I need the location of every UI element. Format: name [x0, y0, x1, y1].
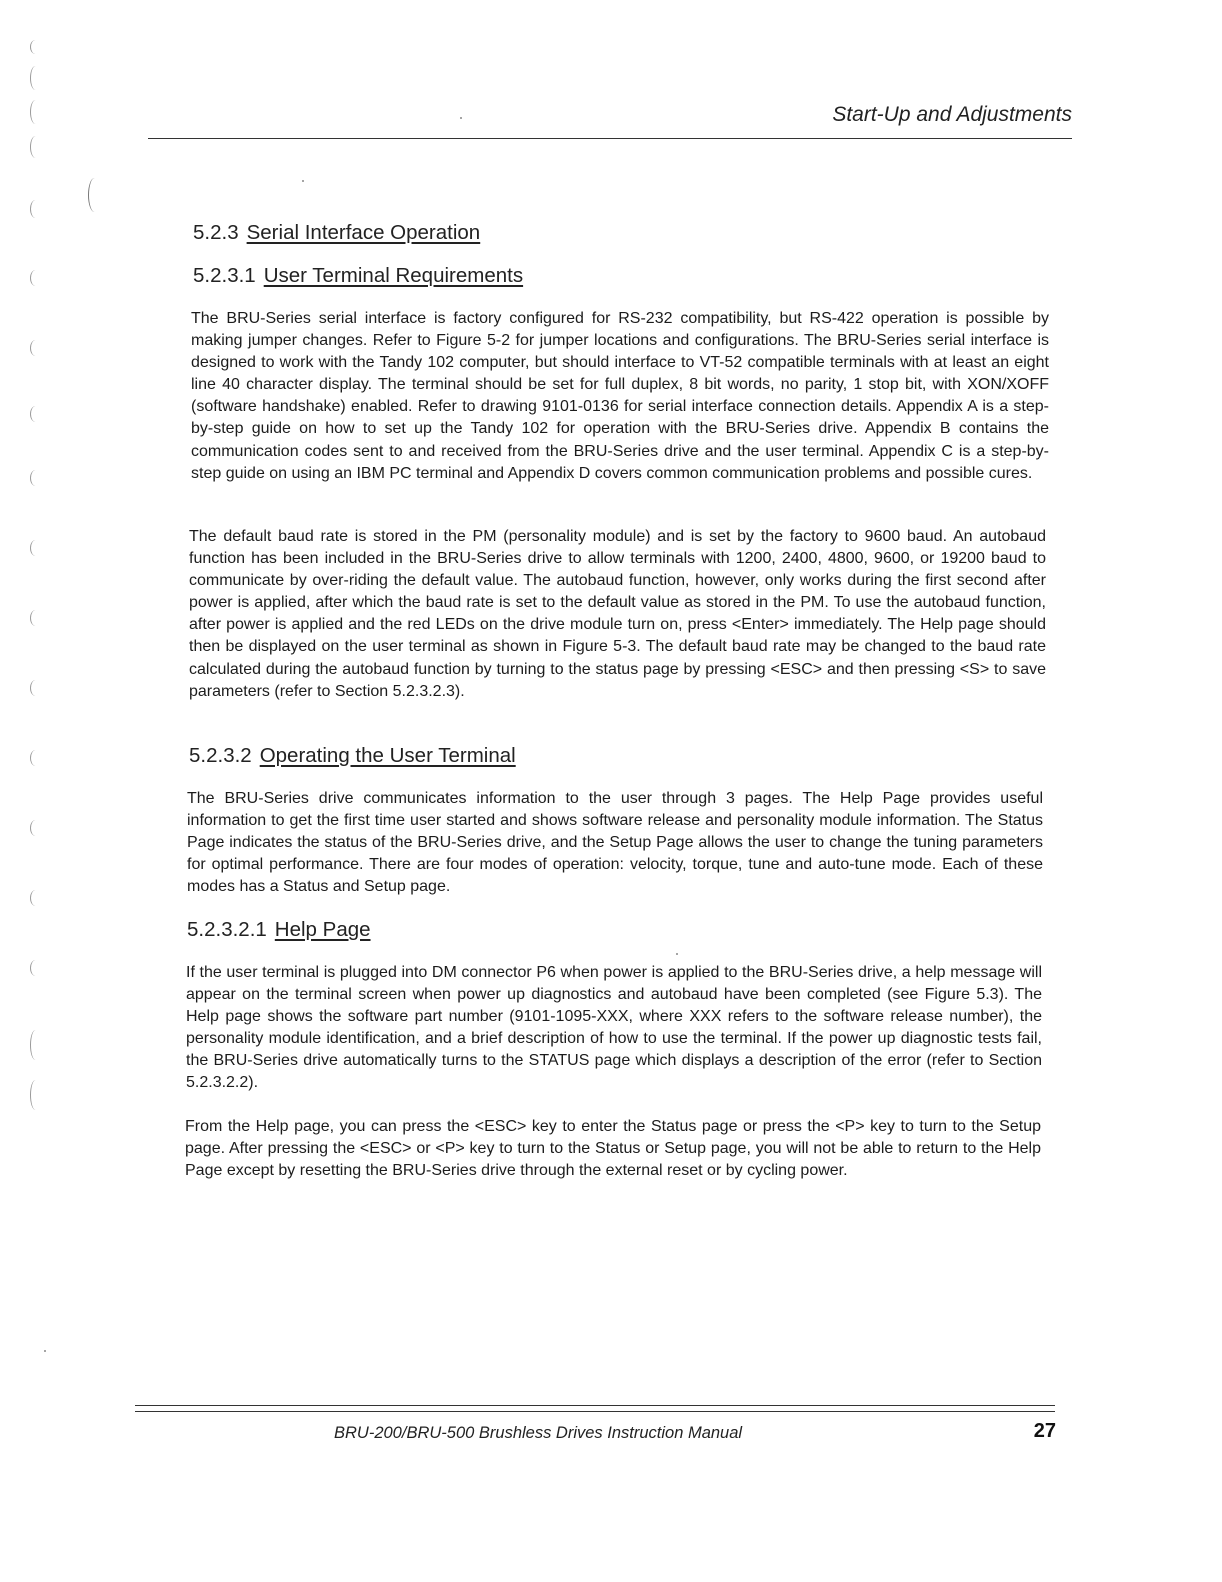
scan-speck — [460, 117, 462, 119]
section-number: 5.2.3.2 — [189, 744, 252, 767]
paragraph: If the user terminal is plugged into DM connector P6 when power is applied to the BRU-Series drive, a help message will appear on the terminal screen when power up diagnostics and autobaud have been completed (see Figure 5.3). The Help page shows the software part number (9101-1095-XXX, where XXX refers to the software release number), the personality module identification, and a brief description of how to use the terminal. If the power up diagnostic tests fail, the BRU-Series drive automatically turns to the STATUS page which displays a description of the error (refer to Section 5.2.3.2.2). — [186, 964, 1042, 1092]
section-heading-5-2-3 — [193, 221, 480, 245]
scan-speck — [44, 1350, 46, 1352]
footer-manual-title: BRU-200/BRU-500 Brushless Drives Instruction Manual — [334, 1424, 743, 1442]
running-head: Start-Up and Adjustments — [832, 103, 1072, 126]
scan-curl-mark — [88, 178, 108, 218]
section-number: 5.2.3 — [193, 221, 239, 244]
section-title: Serial Interface Operation — [246, 221, 481, 244]
scan-binding-marks — [30, 30, 70, 1130]
header-rule — [148, 138, 1072, 139]
footer-rule — [135, 1411, 1055, 1412]
paragraph: The default baud rate is stored in the PM (personality module) and is set by the factory to 9600 baud. An autobaud function has been included in the BRU-Series drive to allow terminals with 1200, 2400, 4800, 9600, or 19200 baud to communicate by over-riding the default value. The autobaud function, however, only works during the first second after power is applied, after which the baud rate is set to the default value as stored in the PM. To use the autobaud function, after power is applied and the red LEDs on the drive module turn on, press <Enter> immediately. The Help page should then be displayed on the user terminal as shown in Figure 5-3. The default baud rate may be changed to the baud rate calculated during the autobaud function by turning to the status page by pressing <ESC> and then pressing <S> to save parameters (refer to Section 5.2.3.2.3). — [189, 528, 1046, 700]
scan-speck — [676, 953, 678, 955]
paragraph: The BRU-Series serial interface is factory configured for RS-232 compatibility, but RS-422 operation is possible by making jumper changes. Refer to Figure 5-2 for jumper locations and configurations. The BRU-Series serial interface is designed to work with the Tandy 102 computer, but should interface to VT-52 compatible terminals with at least an eight line 40 character display. The terminal should be set for full duplex, 8 bit words, no parity, 1 stop bit, with XON/XOFF (software handshake) enabled. Refer to drawing 9101-0136 for serial interface connection details. Appendix A is a step-by-step guide on how to set up the Tandy 102 for operation with the BRU-Series drive. Appendix B contains the communication codes sent to and received from the BRU-Series drive and the user terminal. Appendix C is a step-by-step guide on using an IBM PC terminal and Appendix D covers common communication problems and possible cures. — [191, 310, 1049, 482]
section-title: Operating the User Terminal — [259, 744, 516, 767]
page-number: 27 — [1033, 1420, 1056, 1442]
section-title: User Terminal Requirements — [263, 264, 524, 287]
paragraph: From the Help page, you can press the <ESC> key to enter the Status page or press the <P> key to turn to the Setup page. After pressing the <ESC> or <P> key to turn to the Status or Setup page, you will not be able to return to the Help Page except by resetting the BRU-Series drive through the external reset or by cycling power. — [185, 1118, 1041, 1180]
footer-rule — [135, 1405, 1055, 1406]
scan-speck — [302, 180, 304, 182]
paragraph: The BRU-Series drive communicates information to the user through 3 pages. The Help Page provides useful information to get the first time user started and shows software release and personality module information. The Status Page indicates the status of the BRU-Series drive, and the Setup Page allows the user to change the tuning parameters for optimal performance. There are four modes of operation: velocity, torque, tune and auto-tune mode. Each of these modes has a Status and Setup page. — [187, 790, 1043, 896]
section-heading-5-2-3-2 — [189, 744, 516, 768]
section-title: Help Page — [274, 918, 371, 941]
section-number: 5.2.3.1 — [193, 264, 256, 287]
section-number: 5.2.3.2.1 — [187, 918, 267, 941]
section-heading-5-2-3-1 — [193, 264, 523, 288]
section-heading-5-2-3-2-1 — [187, 918, 371, 942]
